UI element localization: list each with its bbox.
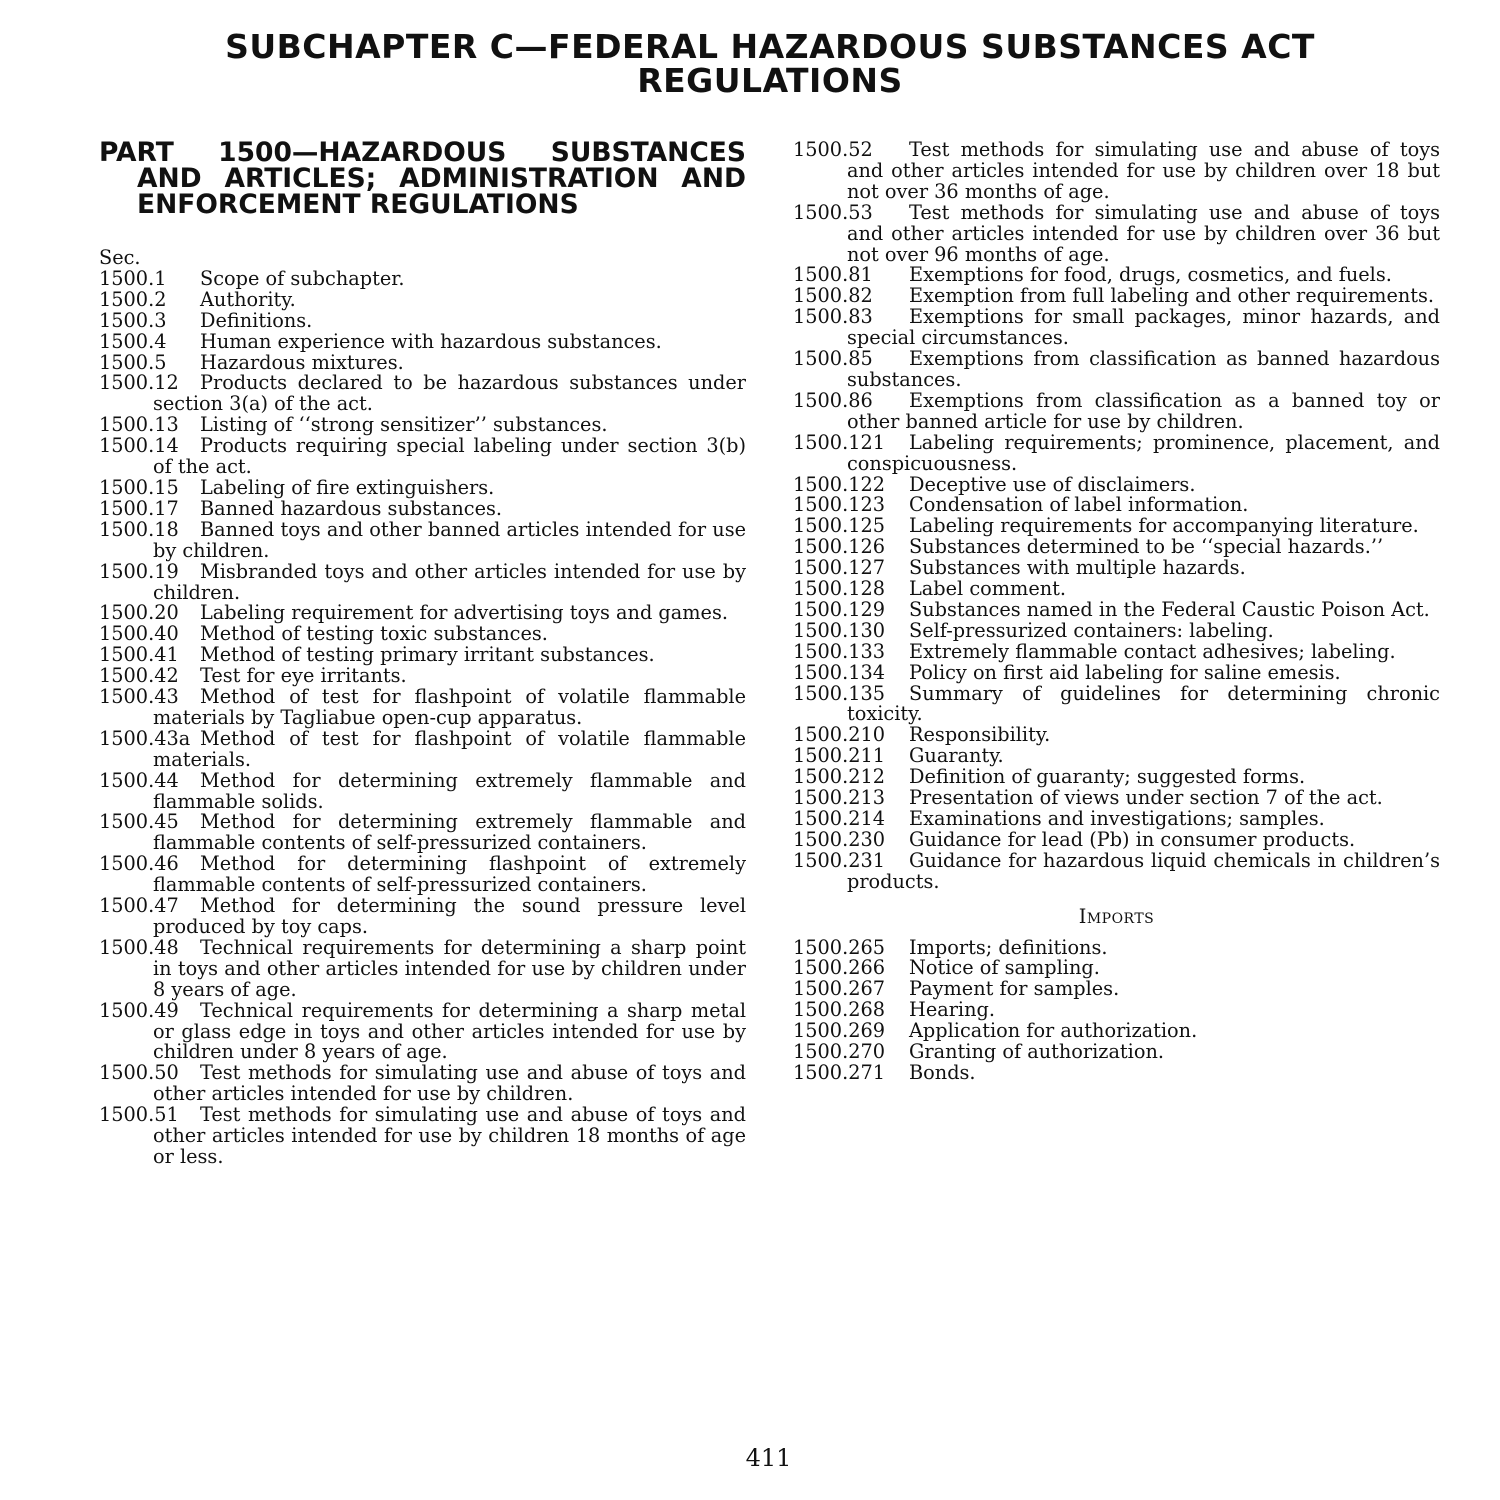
toc-entry	[99, 935, 746, 1001]
toc-entry	[793, 597, 1440, 621]
section-title: Scope of subchapter.	[200, 266, 405, 290]
section-title: Extremely flammable contact adhesives; labeling.	[909, 639, 1396, 663]
section-number: 1500.126	[793, 535, 886, 559]
page-number: 411	[745, 1444, 792, 1472]
section-title: Guidance for lead (Pb) in consumer products.	[909, 827, 1356, 851]
toc-entry	[793, 472, 1440, 496]
section-title: Application for authorization.	[909, 1019, 1198, 1043]
section-number: 1500.125	[793, 514, 886, 538]
section-title: Test methods for simulating use and abuse of toys and other articles intended for use by children over 18 but not over 36 months of age.	[847, 138, 1440, 203]
toc-entry	[793, 140, 1440, 203]
subchapter-title: SUBCHAPTER C—FEDERAL HAZARDOUS SUBSTANCES ACT REGULATIONS	[225, 27, 1315, 100]
section-title: Self-pressurized containers: labeling.	[909, 618, 1274, 642]
section-number: 1500.13	[99, 413, 179, 437]
section-number: 1500.43a	[99, 726, 191, 750]
toc-entry	[793, 579, 1440, 600]
section-number: 1500.46	[99, 852, 179, 876]
toc-entry	[99, 496, 746, 520]
toc-entry	[793, 516, 1440, 537]
section-number: 1500.265	[793, 935, 886, 959]
section-number: 1500.267	[793, 977, 886, 1001]
toc-entry	[99, 726, 746, 771]
toc-entry	[99, 624, 746, 645]
section-number: 1500.2	[99, 287, 167, 311]
imports-toc-list	[793, 935, 1440, 1084]
section-title: Authority.	[200, 287, 296, 311]
left-column	[99, 137, 746, 1168]
section-number: 1500.123	[793, 493, 886, 517]
section-title: Hearing.	[909, 998, 995, 1022]
section-title: Exemptions from classification as a banned toy or other banned article for use by children.	[847, 388, 1440, 433]
toc-entry	[793, 725, 1440, 746]
toc-entry	[99, 373, 746, 415]
section-number: 1500.213	[793, 786, 886, 810]
section-title: Labeling of fire extinguishers.	[200, 475, 495, 499]
section-title: Method of testing toxic substances.	[200, 622, 548, 646]
section-title: Payment for samples.	[909, 977, 1120, 1001]
section-number: 1500.127	[793, 556, 886, 580]
toc-entry	[793, 1042, 1440, 1063]
section-title: Bonds.	[909, 1060, 976, 1084]
section-number: 1500.53	[793, 200, 873, 224]
section-number: 1500.268	[793, 998, 886, 1022]
toc-entry	[99, 329, 746, 353]
section-number: 1500.128	[793, 577, 886, 601]
section-number: 1500.19	[99, 559, 179, 583]
section-title: Labeling requirements for accompanying literature.	[909, 514, 1419, 538]
section-title: Condensation of label information.	[909, 493, 1249, 517]
section-number: 1500.20	[99, 601, 179, 625]
section-number: 1500.4	[99, 329, 167, 353]
toc-entry	[99, 666, 746, 687]
section-title: Products requiring special labeling under section 3(b) of the act.	[153, 434, 746, 479]
section-number: 1500.82	[793, 284, 873, 308]
toc-entry	[793, 1021, 1440, 1042]
section-title: Method of testing primary irritant substances.	[200, 643, 655, 667]
toc-entry	[99, 854, 746, 896]
section-title: Substances named in the Federal Caustic Poison Act.	[909, 597, 1430, 621]
sec-label: Sec.	[99, 246, 141, 269]
section-title: Method for determining extremely flammable and flammable contents of self-pressurized containers.	[153, 810, 746, 855]
toc-entry	[793, 558, 1440, 579]
section-number: 1500.230	[793, 827, 886, 851]
section-title: Hazardous mixtures.	[200, 350, 404, 374]
toc-entry	[793, 286, 1440, 307]
section-title: Substances with multiple hazards.	[909, 556, 1246, 580]
section-number: 1500.15	[99, 475, 179, 499]
toc-entry	[793, 537, 1440, 558]
section-number: 1500.130	[793, 618, 886, 642]
section-title: Exemptions for food, drugs, cosmetics, and fuels.	[909, 263, 1392, 287]
section-title: Banned toys and other banned articles intended for use by children.	[153, 517, 746, 562]
section-number: 1500.269	[793, 1019, 886, 1043]
section-title: Definition of guaranty; suggested forms.	[909, 765, 1306, 789]
section-title: Labeling requirement for advertising toys and games.	[200, 601, 728, 625]
toc-entry	[793, 767, 1440, 788]
section-title: Technical requirements for determining a sharp point in toys and other articles intended for use by children under 8 years of age.	[153, 935, 746, 1001]
toc-entry	[793, 1060, 1440, 1084]
toc-entry	[99, 998, 746, 1064]
section-number: 1500.3	[99, 308, 167, 332]
toc-entry	[99, 559, 746, 604]
toc-entry	[99, 1105, 746, 1168]
right-column	[793, 140, 1440, 1084]
toc-entry	[99, 896, 746, 938]
toc-entry	[793, 935, 1440, 959]
section-title: Banned hazardous substances.	[200, 496, 503, 520]
toc-entry	[99, 812, 746, 854]
toc-entry	[793, 307, 1440, 349]
section-number: 1500.121	[793, 430, 886, 454]
toc-entry	[793, 681, 1440, 726]
section-number: 1500.47	[99, 894, 179, 918]
section-number: 1500.85	[793, 347, 873, 371]
toc-entry	[99, 517, 746, 562]
section-number: 1500.83	[793, 305, 873, 329]
toc-entry	[793, 200, 1440, 266]
section-number: 1500.210	[793, 723, 886, 747]
toc-entry	[793, 265, 1440, 286]
section-title: Test methods for simulating use and abuse of toys and other articles intended for use by children over 36 but not over 96 months of age.	[847, 200, 1440, 266]
section-number: 1500.133	[793, 639, 886, 663]
toc-entry	[793, 388, 1440, 433]
section-number: 1500.17	[99, 496, 179, 520]
section-title: Responsibility.	[909, 723, 1051, 747]
section-number: 1500.42	[99, 664, 179, 688]
section-title: Guidance for hazardous liquid chemicals in children’s products.	[847, 848, 1440, 893]
section-title: Notice of sampling.	[909, 956, 1100, 980]
toc-entry	[793, 848, 1440, 893]
section-number: 1500.212	[793, 765, 886, 789]
section-number: 1500.45	[99, 810, 179, 834]
section-title: Exemptions from classification as banned hazardous substances.	[847, 347, 1440, 391]
section-title: Products declared to be hazardous substances under section 3(a) of the act.	[153, 371, 746, 416]
section-number: 1500.214	[793, 807, 886, 830]
section-title: Technical requirements for determining a sharp metal or glass edge in toys and other articles intended for use by children under 8 years of age.	[153, 998, 746, 1064]
section-number: 1500.5	[99, 350, 167, 374]
section-number: 1500.43	[99, 685, 179, 709]
section-number: 1500.271	[793, 1060, 886, 1084]
toc-entry	[793, 618, 1440, 642]
toc-entry	[793, 1000, 1440, 1021]
section-title: Deceptive use of disclaimers.	[909, 472, 1196, 496]
section-number: 1500.1	[99, 266, 167, 290]
toc-entry	[99, 308, 746, 332]
section-number: 1500.122	[793, 472, 886, 496]
section-title: Exemption from full labeling and other requirements.	[909, 284, 1435, 308]
section-title: Summary of guidelines for determining chronic toxicity.	[847, 681, 1440, 726]
toc-entry	[99, 687, 746, 729]
toc-entry	[99, 436, 746, 478]
section-number: 1500.41	[99, 643, 179, 667]
section-title: Method for determining extremely flammable and flammable solids.	[153, 768, 746, 813]
section-title: Examinations and investigations; samples.	[909, 807, 1325, 830]
section-number: 1500.49	[99, 998, 179, 1022]
toc-entry	[793, 809, 1440, 830]
section-number: 1500.50	[99, 1061, 179, 1085]
section-number: 1500.12	[99, 371, 179, 395]
section-title: Labeling requirements; prominence, placement, and conspicuousness.	[847, 430, 1440, 475]
section-title: Granting of authorization.	[909, 1040, 1165, 1064]
section-title: Listing of ‘‘strong sensitizer’’ substances.	[200, 413, 608, 437]
toc-entry	[793, 979, 1440, 1000]
toc-entry	[793, 349, 1440, 391]
section-number: 1500.129	[793, 597, 886, 621]
section-title: Imports; definitions.	[909, 935, 1108, 959]
section-number: 1500.18	[99, 517, 179, 541]
left-toc-list	[99, 266, 746, 1168]
section-title: Method for determining flashpoint of extremely flammable contents of self-pressurized containers.	[153, 852, 746, 897]
section-title: Test for eye irritants.	[200, 664, 407, 688]
toc-entry	[793, 827, 1440, 851]
toc-entry	[793, 958, 1440, 979]
section-number: 1500.14	[99, 434, 179, 458]
section-number: 1500.266	[793, 956, 886, 980]
toc-entry	[99, 645, 746, 666]
section-title: Method of test for flashpoint of volatile flammable materials.	[153, 726, 746, 771]
section-number: 1500.81	[793, 263, 873, 287]
section-number: 1500.270	[793, 1040, 886, 1064]
section-title: Definitions.	[200, 308, 313, 332]
section-number: 1500.52	[793, 138, 873, 161]
toc-entry	[99, 350, 746, 374]
section-number: 1500.51	[99, 1103, 179, 1127]
section-number: 1500.44	[99, 768, 179, 792]
section-number: 1500.211	[793, 744, 886, 768]
toc-entry	[99, 415, 746, 436]
section-title: Presentation of views under section 7 of the act.	[909, 786, 1383, 810]
toc-entry	[99, 768, 746, 813]
section-number: 1500.135	[793, 681, 886, 705]
toc-entry	[793, 495, 1440, 516]
toc-entry	[793, 639, 1440, 663]
toc-entry	[99, 1063, 746, 1105]
section-number: 1500.231	[793, 848, 886, 872]
section-title: Exemptions for small packages, minor hazards, and special circumstances.	[847, 305, 1440, 350]
toc-entry	[99, 603, 746, 624]
section-title: Method of test for flashpoint of volatile flammable materials by Tagliabue open-cup apparatus.	[153, 685, 746, 729]
toc-entry	[793, 660, 1440, 684]
section-number: 1500.40	[99, 622, 179, 646]
section-title: Substances determined to be ‘‘special hazards.’’	[909, 535, 1384, 559]
section-number: 1500.48	[99, 935, 179, 959]
section-title: Test methods for simulating use and abuse of toys and other articles intended for use by children 18 months of age or less.	[153, 1103, 746, 1168]
toc-entry	[99, 287, 746, 311]
toc-entry	[99, 266, 746, 290]
section-title: Guaranty.	[909, 744, 1004, 768]
section-number: 1500.86	[793, 388, 873, 412]
section-title: Misbranded toys and other articles intended for use by children.	[153, 559, 746, 604]
part-title: PART 1500—HAZARDOUS SUBSTANCES AND ARTICLES; ADMINISTRATION AND ENFORCEMENT REGULATIONS	[99, 137, 746, 220]
section-title: Human experience with hazardous substances.	[200, 329, 662, 353]
imports-heading: Imports	[1078, 904, 1155, 928]
right-toc-list	[793, 140, 1440, 893]
toc-entry	[99, 475, 746, 499]
toc-entry	[793, 430, 1440, 475]
toc-entry	[793, 788, 1440, 809]
section-title: Label comment.	[909, 577, 1067, 601]
section-title: Test methods for simulating use and abuse of toys and other articles intended for use by children.	[153, 1061, 746, 1106]
toc-entry	[793, 746, 1440, 767]
section-number: 1500.134	[793, 660, 886, 684]
section-title: Method for determining the sound pressure level produced by toy caps.	[153, 894, 746, 938]
section-title: Policy on first aid labeling for saline emesis.	[909, 660, 1341, 684]
